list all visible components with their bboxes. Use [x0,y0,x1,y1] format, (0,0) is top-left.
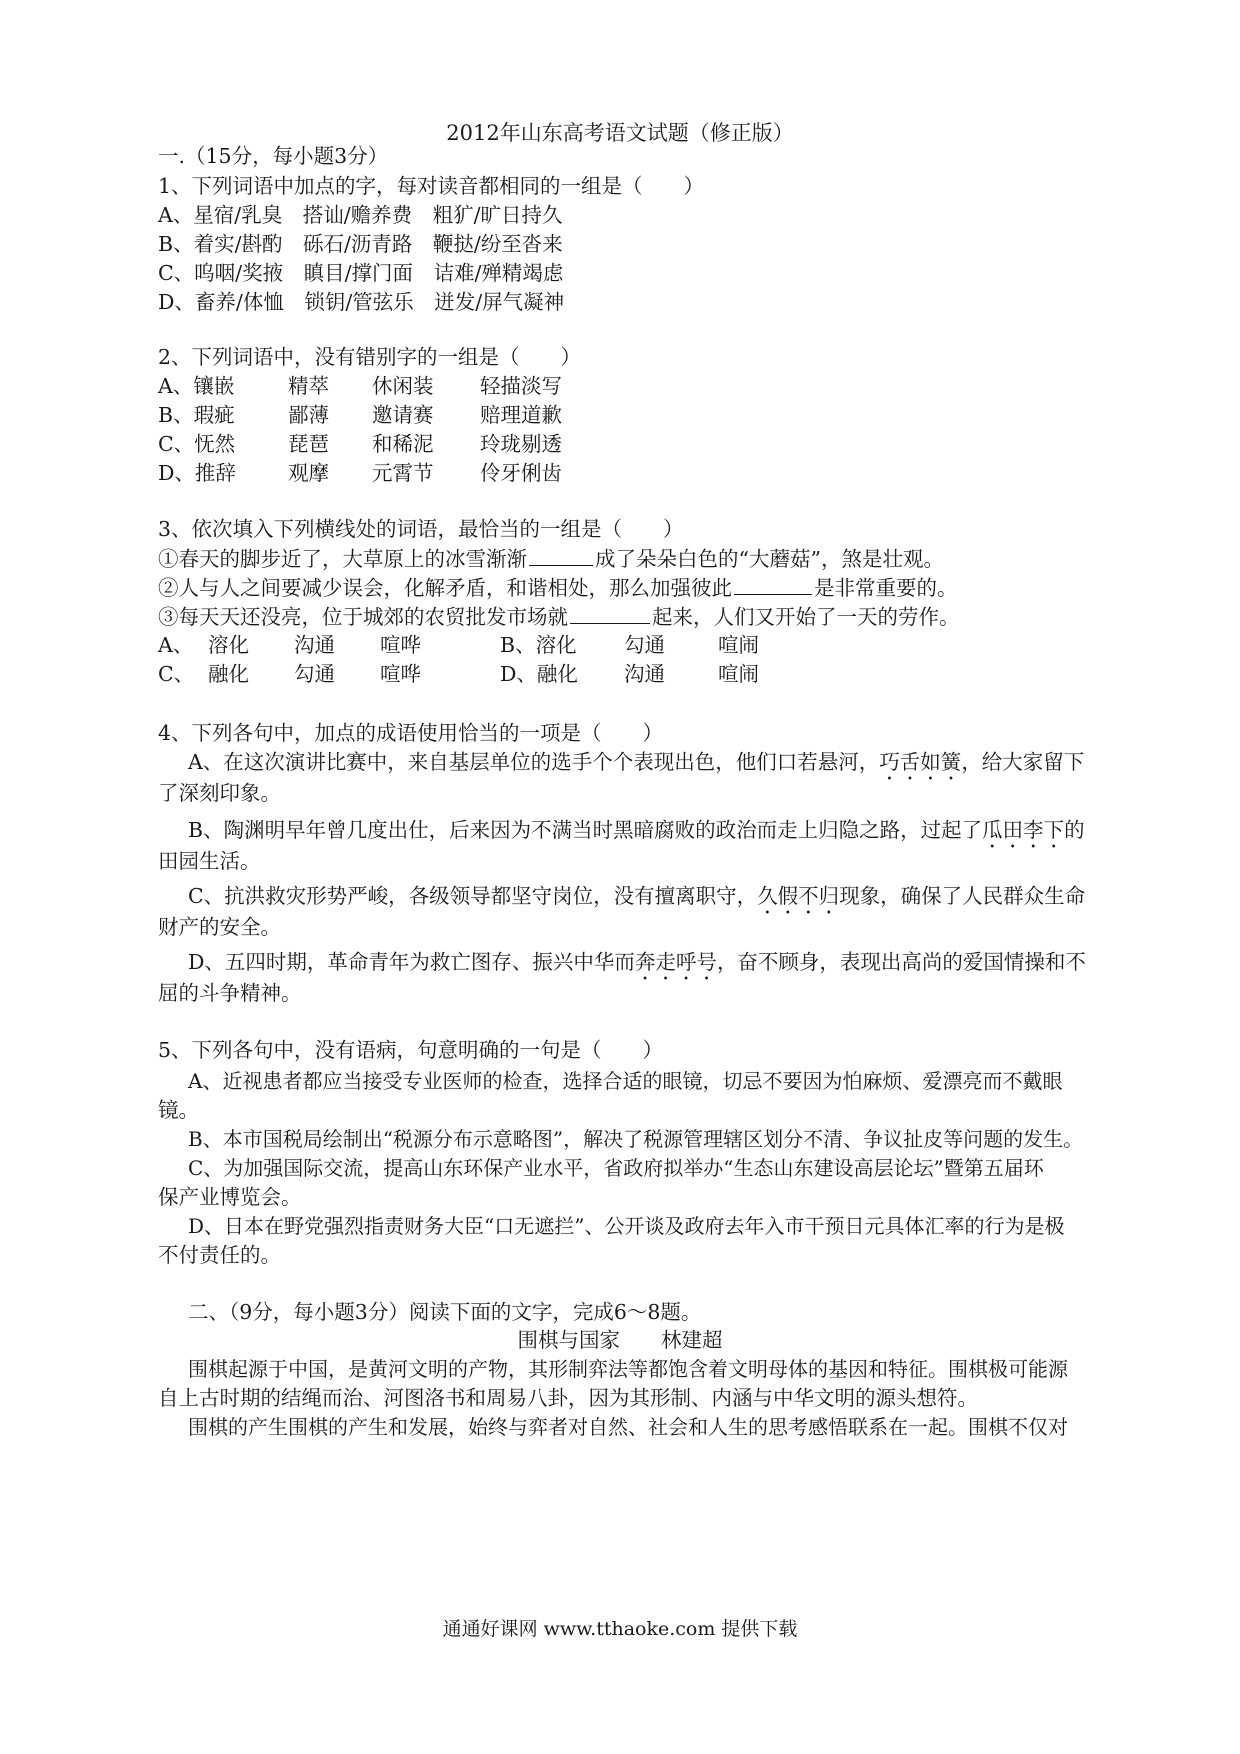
question-5-option-a-cont: 镜。 [158,1098,199,1122]
dotted-idiom-d: 奔走呼号 [634,950,717,974]
question-4-stem: 4、下列各句中，加点的成语使用恰当的一项是（ ） [158,721,664,745]
article-paragraph-2: 围棋的产生围棋的产生和发展，始终与弈者对自然、社会和人生的思考感悟联系在一起。围棋不仅对 [188,1415,1068,1439]
question-4-option-c-cont: 财产的安全。 [158,915,281,939]
q2-c-word-2: 琵琶 [288,432,329,456]
q2-d-word-3: 元霄节 [372,461,434,485]
question-5-option-d-cont: 不付责任的。 [158,1243,281,1267]
q2-d-word-4: 伶牙俐齿 [480,461,562,485]
q3-a-label: A、 [158,633,194,657]
blank-1 [529,543,593,566]
question-4-option-a: A、在这次演讲比赛中，来自基层单位的选手个个表现出色，他们口若悬河，巧舌如簧，给大家留下 [188,750,1085,774]
question-4-option-d-cont: 屈的斗争精神。 [158,981,302,1005]
q2-b-word-2: 鄙薄 [288,403,329,427]
question-5-option-d: D、日本在野党强烈指责财务大臣“口无遮拦”、公开谈及政府去年入市干预日元具体汇率的行为是极 [188,1214,1065,1238]
q3-d-word-2: 沟通 [624,662,665,686]
q3-b-word-2: 勾通 [624,633,665,657]
q2-c-word-1: C、怃然 [158,432,236,456]
question-4-option-a-cont: 了深刻印象。 [158,781,281,805]
q3-d-word-1: D、融化 [500,662,578,686]
question-5-stem: 5、下列各句中，没有语病，句意明确的一句是（ ） [158,1038,664,1062]
q2-d-word-1: D、推辞 [158,461,236,485]
q3-a-word-1: 溶化 [208,633,249,657]
question-3-sentence-2: ②人与人之间要减少误会，化解矛盾，和谐相处，那么加强彼此 是非常重要的。 [158,572,1123,603]
question-4-option-b-cont: 田园生活。 [158,849,261,873]
dotted-idiom-a: 巧舌如簧 [879,750,962,774]
question-5-option-a: A、近视患者都应当接受专业医师的检查，选择合适的眼镜，切忌不要因为怕麻烦、爱漂亮而不戴眼 [188,1069,1063,1093]
question-1-option-c: C、呜咽/奖掖 瞋目/撑门面 诘难/殚精竭虑 [158,261,564,285]
q3-d-word-3: 喧闹 [718,662,759,686]
q2-c-word-3: 和稀泥 [372,432,434,456]
question-5-option-b: B、本市国税局绘制出“税源分布示意略图”，解决了税源管理辖区划分不清、争议扯皮等问题的发生。 [188,1127,1084,1151]
q2-c-word-4: 玲珑剔透 [480,432,562,456]
dotted-idiom-b: 瓜田李下 [982,818,1065,842]
question-5-option-c: C、为加强国际交流，提高山东环保产业水平，省政府拟举办“生态山东建设高层论坛”暨第五届环 [188,1156,1044,1180]
question-3-sentence-3: ③每天天还没亮，位于城郊的农贸批发市场就 起来，人们又开始了一天的劳作。 [158,601,1123,632]
q3-c-label: C、 [158,662,195,686]
question-4-option-b: B、陶渊明早年曾几度出仕，后来因为不满当时黑暗腐败的政治而走上归隐之路，过起了瓜田李下的 [188,818,1085,842]
q3-c-word-3: 喧哗 [380,662,421,686]
q3-a-word-2: 沟通 [294,633,335,657]
q3-b-word-1: B、溶化 [500,633,577,657]
q2-b-word-3: 邀请赛 [372,403,434,427]
q3-a-word-3: 喧哗 [380,633,421,657]
question-1-option-a: A、星宿/乳臭 搭讪/赡养费 粗犷/旷日持久 [158,203,563,227]
question-1-option-b: B、着实/斟酌 砾石/沥青路 鞭挞/纷至沓来 [158,232,563,256]
article-title: 围棋与国家 林建超 [517,1328,723,1352]
q3-c-word-2: 勾通 [294,662,335,686]
q2-a-word-1: A、镶嵌 [158,374,235,398]
question-3-sentence-1: ①春天的脚步近了，大草原上的冰雪渐渐 成了朵朵白色的“大蘑菇”，煞是壮观。 [158,543,1123,574]
section-2-header: 二、（9分，每小题3分）阅读下面的文字，完成6～8题。 [188,1300,702,1324]
question-3-stem: 3、依次填入下列横线处的词语，最恰当的一组是（ ） [158,517,684,541]
q2-a-word-4: 轻描淡写 [480,374,562,398]
q2-b-word-1: B、瑕疵 [158,403,235,427]
question-5-option-c-cont: 保产业博览会。 [158,1185,302,1209]
question-2-stem: 2、下列词语中，没有错别字的一组是（ ） [158,345,582,369]
blank-3 [570,601,650,624]
q3-b-word-3: 喧闹 [718,633,759,657]
question-1-stem: 1、下列词语中加点的字，每对读音都相同的一组是（ ） [158,174,705,198]
dotted-idiom-c: 久假不归 [757,884,840,908]
article-paragraph-1-cont: 自上古时期的结绳而治、河图洛书和周易八卦，因为其形制、内涵与中华文明的源头想符。 [158,1386,978,1410]
question-1-option-d: D、畜养/体恤 锁钥/管弦乐 迸发/屏气凝神 [158,290,565,314]
q2-a-word-3: 休闲装 [372,374,434,398]
question-4-option-d: D、五四时期，革命青年为救亡图存、振兴中华而奔走呼号，奋不顾身，表现出高尚的爱国情操和不 [188,950,1086,974]
q2-b-word-4: 赔理道歉 [480,403,562,427]
q3-c-word-1: 融化 [208,662,249,686]
page-footer: 通通好课网 www.tthaoke.com 提供下载 [442,1618,798,1640]
question-4-option-c: C、抗洪救灾形势严峻，各级领导都坚守岗位，没有擅离职守，久假不归现象，确保了人民群众生命 [188,884,1086,908]
q2-d-word-2: 观摩 [288,461,329,485]
q2-a-word-2: 精萃 [288,374,329,398]
page-title: 2012年山东高考语文试题（修正版） [446,121,794,145]
blank-2 [734,572,812,595]
section-1-header: 一.（15分，每小题3分） [158,144,389,168]
article-paragraph-1: 围棋起源于中国，是黄河文明的产物，其形制弈法等都饱含着文明母体的基因和特征。围棋极可能源 [188,1357,1068,1381]
